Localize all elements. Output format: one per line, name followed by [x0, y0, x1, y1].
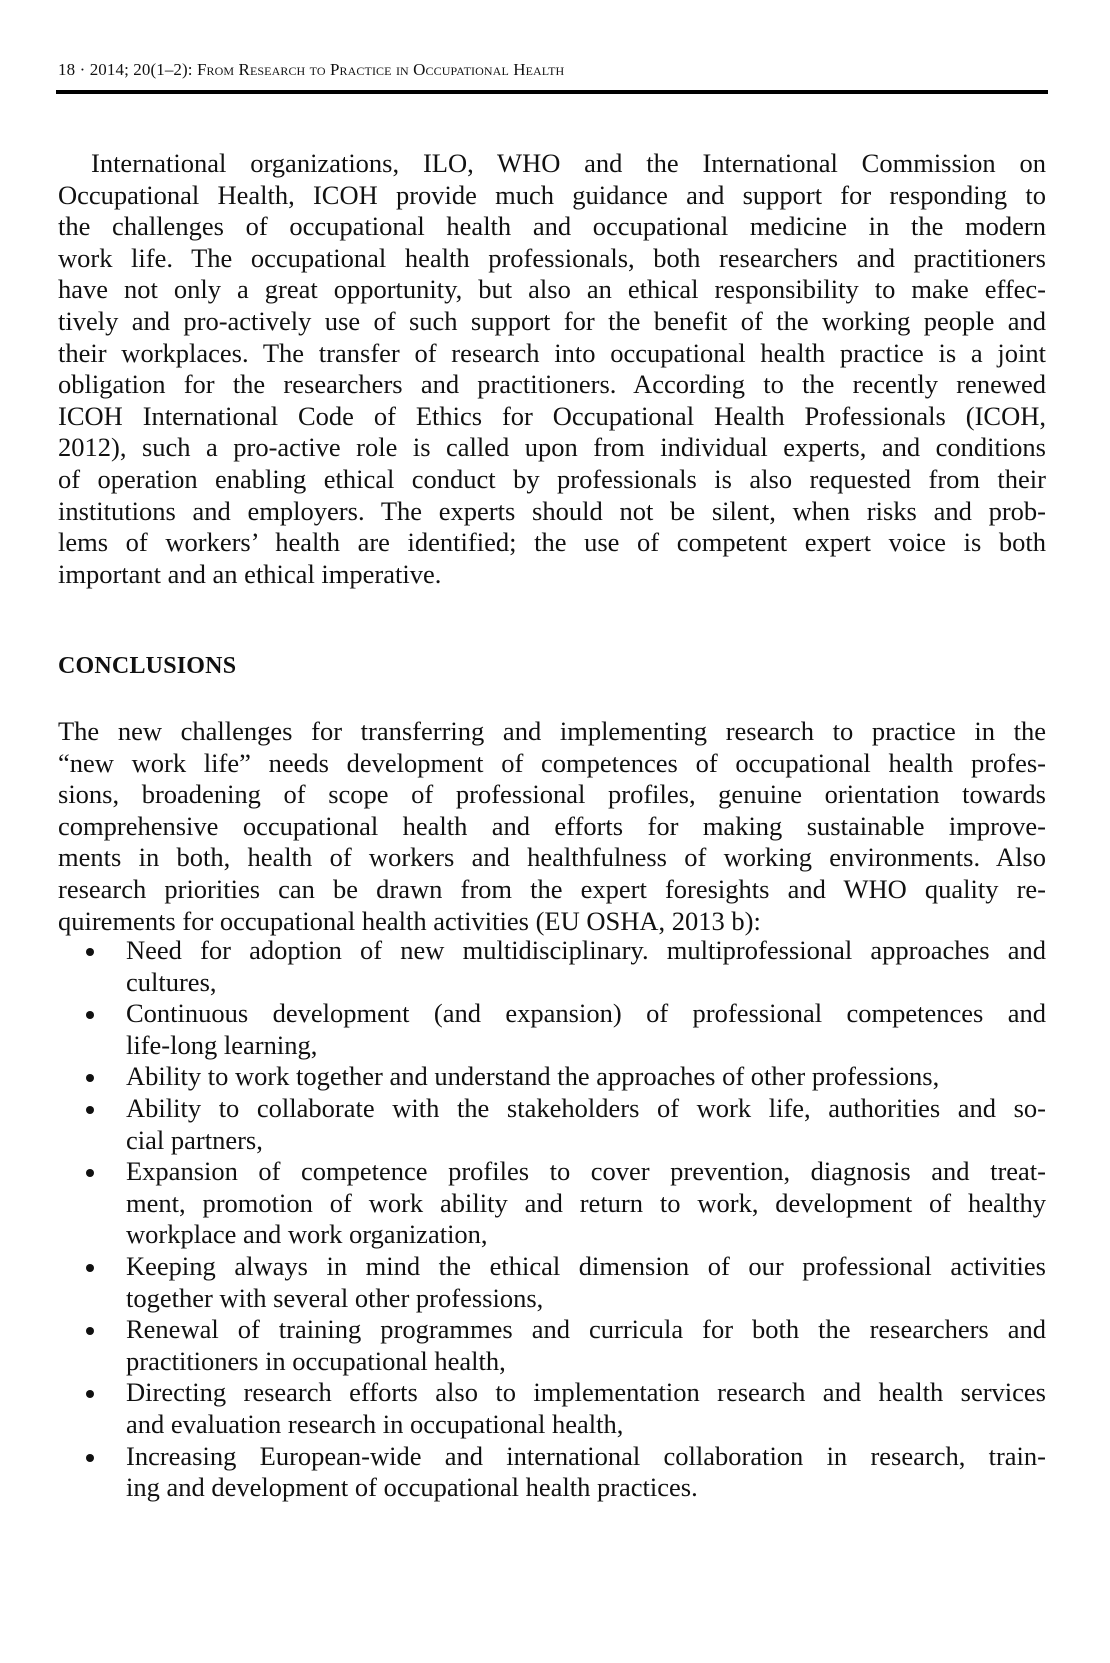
paragraph-line: Occupational Health, ICOH provide much guidance and support for responding to [58, 179, 1046, 210]
bullet-item [58, 1441, 1046, 1504]
bullet-item [58, 935, 1046, 998]
bullet-icon [86, 1454, 94, 1462]
paragraph-line: have not only a great opportunity, but also an ethical responsibility to make effec- [58, 274, 1046, 305]
bullet-line: Increasing European-wide and international collaboration in research, train- [126, 1440, 1046, 1471]
paragraph-line: lems of workers’ health are identified; the use of competent expert voice is both [58, 527, 1046, 558]
bullet-line: Ability to work together and understand the approaches of other professions, [126, 1061, 940, 1092]
paragraph-line: “new work life” needs development of competences of occupational health profes- [58, 747, 1046, 778]
bullet-line: Directing research efforts also to implementation research and health services [126, 1377, 1046, 1408]
conclusions-bullet-list [58, 935, 1046, 1504]
bullet-line: life-long learning, [126, 1029, 318, 1060]
issue-citation: 2014; 20(1–2): [89, 60, 193, 79]
bullet-item [58, 1093, 1046, 1156]
section-heading-conclusions: CONCLUSIONS [58, 653, 237, 679]
bullet-line: practitioners in occupational health, [126, 1345, 506, 1376]
bullet-line: Need for adoption of new multidisciplinary. multiprofessional approaches and [126, 935, 1046, 965]
bullet-line: together with several other professions, [126, 1282, 544, 1313]
bullet-icon [86, 1264, 94, 1272]
bullet-item [58, 998, 1046, 1061]
bullet-line: Keeping always in mind the ethical dimension of our professional activities [126, 1250, 1046, 1281]
bullet-line: cial partners, [126, 1124, 263, 1155]
bullet-item [58, 1314, 1046, 1377]
paragraph-line: 2012), such a pro-active role is called upon from individual experts, and conditions [58, 432, 1046, 463]
page-number: 18 [58, 60, 76, 79]
paragraph-line: obligation for the researchers and practitioners. According to the recently renewed [58, 369, 1046, 400]
bullet-icon [86, 1106, 94, 1114]
header-rule [56, 90, 1048, 94]
bullet-line: workplace and work organization, [126, 1219, 488, 1250]
paragraph-line: their workplaces. The transfer of research into occupational health practice is a joint [58, 337, 1046, 368]
journal-title: From Research to Practice in Occupational Health [196, 60, 565, 79]
paragraph-line: ments in both, health of workers and healthfulness of working environments. Also [58, 842, 1046, 873]
bullet-icon [86, 1390, 94, 1398]
paragraph-line: International organizations, ILO, WHO and the International Commission on [91, 148, 1046, 178]
paragraph-line: quirements for occupational health activities (EU OSHA, 2013 b): [58, 905, 761, 936]
paragraph-conclusions [58, 716, 1046, 937]
bullet-item [58, 1251, 1046, 1314]
bullet-line: ing and development of occupational health practices. [126, 1472, 698, 1503]
paragraph-line: research priorities can be drawn from the expert foresights and WHO quality re- [58, 873, 1046, 904]
paragraph-line: institutions and employers. The experts should not be silent, when risks and prob- [58, 495, 1046, 526]
bullet-line: ment, promotion of work ability and return to work, development of healthy [126, 1187, 1046, 1218]
paragraph-line: work life. The occupational health professionals, both researchers and practitioners [58, 242, 1046, 273]
bullet-item [58, 1156, 1046, 1251]
paragraph-line: sions, broadening of scope of professional profiles, genuine orientation towards [58, 779, 1046, 810]
bullet-icon [86, 1074, 94, 1082]
bullet-icon [86, 948, 94, 956]
bullet-line: cultures, [126, 966, 217, 997]
bullet-line: Expansion of competence profiles to cover prevention, diagnosis and treat- [126, 1156, 1046, 1187]
paragraph-ethics [58, 148, 1046, 590]
bullet-icon [86, 1169, 94, 1177]
bullet-line: Continuous development (and expansion) of professional competences and [126, 998, 1046, 1029]
paragraph-line: of operation enabling ethical conduct by professionals is also requested from their [58, 463, 1046, 494]
paragraph-line: comprehensive occupational health and efforts for making sustainable improve- [58, 810, 1046, 841]
running-head [58, 60, 564, 80]
paragraph-line: ICOH International Code of Ethics for Occupational Health Professionals (ICOH, [58, 400, 1046, 431]
paragraph-line: The new challenges for transferring and implementing research to practice in the [58, 716, 1046, 746]
bullet-item [58, 1377, 1046, 1440]
paragraph-line: tively and pro-actively use of such support for the benefit of the working people and [58, 305, 1046, 336]
bullet-line: and evaluation research in occupational health, [126, 1408, 624, 1439]
paragraph-line: the challenges of occupational health and occupational medicine in the modern [58, 211, 1046, 242]
bullet-line: Renewal of training programmes and curricula for both the researchers and [126, 1314, 1046, 1345]
bullet-item [58, 1061, 1046, 1093]
bullet-icon [86, 1327, 94, 1335]
paragraph-line: important and an ethical imperative. [58, 558, 442, 589]
bullet-line: Ability to collaborate with the stakeholders of work life, authorities and so- [126, 1092, 1046, 1123]
running-head-separator: · [79, 60, 86, 79]
bullet-icon [86, 1011, 94, 1019]
